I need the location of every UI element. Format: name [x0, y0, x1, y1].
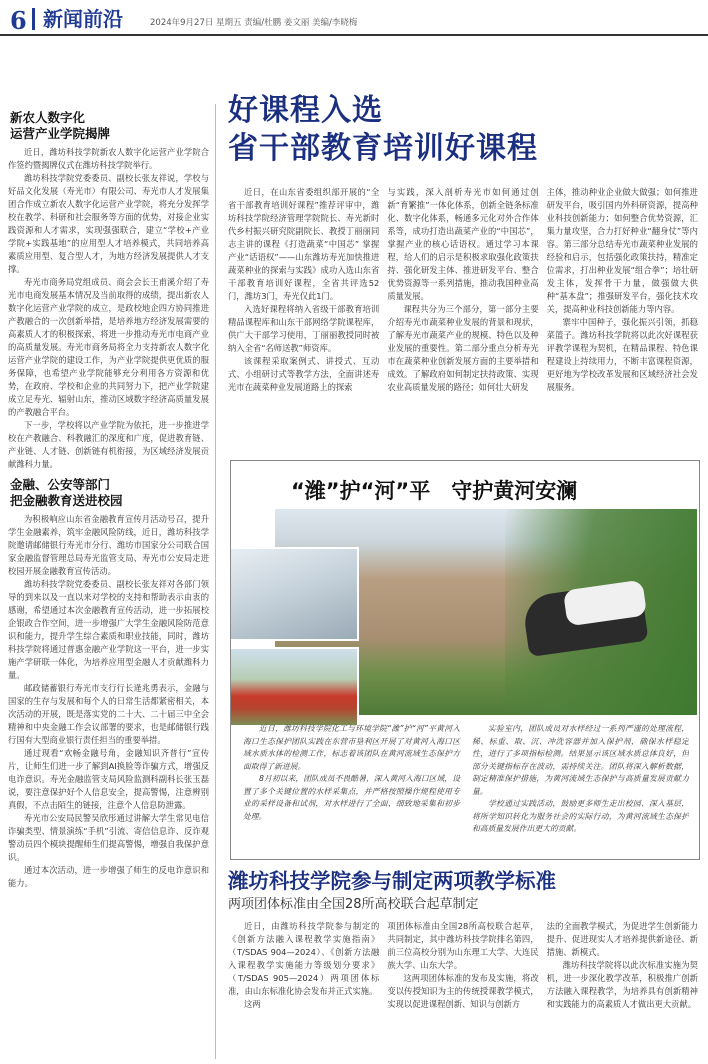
paragraph: 近日，在山东省委组织部开展的“全省干部教育培训好课程”推荐评审中，潍坊科技学院经济管理学院院长、寿光新时代乡村振兴研究院副院长、教授丁丽丽同志主讲的课程《打造蔬菜“中国芯” 掌握产业“话语权”——山东潍坊寿光加快推进蔬菜种业的探索与实践》成功入选山东省干部教育培训好课程，全省共评选52门，潍坊3门，寿光仅此1门。 — [228, 187, 380, 301]
lab-photo — [230, 547, 359, 641]
paragraph: 通过现看“欢畅金融号角，金融知识齐普行”宣传片，让师生们进一步了解到AI换脸等诈骗方式，增强反电诈意识。寿光金融监管支局风险监测科副科长张玉磊说，要注意保护好个人信息安全，提高警惕，注意辨别真假，不点击陌生的链接，注意个人信息防泄露。 — [8, 748, 209, 810]
bottom-story-column — [387, 920, 538, 1060]
paragraph: 为积极响应山东省金融教育宣传月活动号召，提升学生金融素养，筑牢金融风险防线，近日，潍坊科技学院邀请邮储银行寿光市分行、潍坊市国家分公司联合国家金融监督管理总局寿光监管支局、寿光市公安局走进校园开展金融教育宣传活动。 — [8, 514, 209, 576]
paragraph: 通过本次活动，进一步增强了师生的反电诈意识和能力。 — [8, 865, 209, 888]
paragraph: 下一步，学校将以产业学院为依托，进一步推进学校在产教融合、科教融汇的深度和广度，促进教育链、产业链、人才链、创新链有机衔接，为区域经济发展贡献潍科力量。 — [8, 420, 209, 469]
paragraph: 法的全面教学模式，为促进学生创新能力提升、促进现实人才培养提供新途径、新措施、新模式。 — [546, 921, 698, 957]
paragraph: 实验室内，团队成员对水样经过一系列严谨的处理流程，稀、标重、取、沉、冲洗容器并加入保护剂，确保水样稳定性，进行了多项指标检测。结果显示该区域水质总体良好，但部分关键指标存在波动，需持续关注。团队将深入解析数据，制定精准保护措施，为黄河流域生态保护与高质量发展贡献力量。 — [472, 724, 689, 796]
sidebar-article-body — [8, 146, 209, 471]
paragraph: 潍坊科技学院党委委员、副校长张友祥对各部门领导的到来以及一直以来对学校的支持和帮助表示由衷的感谢，希望通过本次金融教育宣传活动，进一步拓展校企银政合作空间，进一步增强广大学生金融风险防范意识和能力，提升学生综合素质和职业技能，同时，潍坊科技学院将通过普惠金融产业学院这一平台，进一步实施产学研联一体化，为培养应用型金融人才贡献潍科力量。 — [8, 579, 209, 680]
paragraph: 近日，潍坊科技学院新农人数字化运营产业学院合作签约暨揭牌仪式在潍坊科技学院举行。 — [8, 147, 209, 170]
paragraph: 近日，由潍坊科技学院参与制定的《创新方法融入课程教学实施指南》（T/SDAS 904—2024）、《创新方法融入课程教学实施能力等级划分要求》（T/SDAS 905—2024）两项团体标准，由山东标准化协会发布并正式实施。 — [228, 921, 380, 996]
paragraph: 课程共分为三个部分，第一部分主要介绍寿光市蔬菜种业发展的背景和现状，了解寿光市蔬菜产业的规模、特色以及种业发展的重要性。第二部分重点分析寿光市在蔬菜种业创新发展方面的主要举措和成效。了解政府如何制定扶持政策、实现农业高质量发展的路径；如何壮大研发 — [387, 304, 539, 392]
paragraph: 该课程采取案例式、讲授式、互动式、小组研讨式等教学方法，全面讲述寿光市在蔬菜种业发展道路上的探索 — [228, 356, 380, 392]
bottom-story-body — [228, 920, 698, 1060]
main-story-column — [228, 186, 379, 454]
paragraph: 入选好课程将纳入省级干部教育培训精品课程库和山东干部网络学院课程库，供广大干部学习使用，丁丽丽教授同时被纳入全省“名师送教”师资库。 — [228, 304, 380, 353]
sidebar-article-title: 新农人数字化 运营产业学院揭牌 — [10, 110, 111, 141]
paragraph: 主体，推动种业企业做大做强；如何推进研发平台，吸引国内外科研资源，提高种业科技创新能力；如何整合优势资源，汇集力量攻坚，合力打好种业“翻身仗”等内容。第三部分总结寿光市蔬菜种业发展的经验和启示，包括强化政策扶持，精准定位需求，打出种业发展“组合拳”；培壮研发主体，发挥骨干力量，做强做大供种“基本盘”；推强研发平台，强化技术攻关，提高种业科技创新能力等内容。 — [546, 187, 698, 314]
bottom-story-column — [228, 920, 379, 1060]
feature-headline: “潍”护“河”平 守护黄河安澜 — [291, 479, 578, 503]
paragraph: 潍坊科技学院党委委员、副校长张友祥说，学校与好品文化发展（寿光市）有限公司、寿光市人才发展集团合作成立新农人数字化运营产业学院，将充分发挥学校在教学、科研和社会服务等方面的优势，对接企业实践资源和人才需求，实现强强联合，建立“学校+产业学院+实践基地”的应用型人才培养模式，共同培养高素质应用型、复合型人才，为地方经济发展提供人才支撑。 — [8, 173, 209, 274]
paragraph: 寨牢中国种子，强化振兴引领，抓稳菜篮子。潍坊科技学院将以此次好课程获评教学课程为契机，在精品课程、特色课程建设上持续用力，不断丰富课程资源，更好地为学校改革发展和区域经济社会发展服务。 — [546, 317, 698, 392]
section-name: 新闻前沿 — [32, 8, 123, 30]
sidebar-column — [8, 104, 216, 1059]
paragraph: 邮政储蓄银行寿光市支行行长逄兆勇表示，金融与国家的生存与发展和每个人的日常生活都紧密相关，本次活动的开展，既是落实党的二十大、二十届三中全会精神和中央金融工作会议部署的要求，也是邮储银行践行国有大型商业银行责任担当的重要举措。 — [8, 683, 209, 745]
paragraph: 与实践，深入剖析寿光市如何通过创新“育繁推”一体化体系，创新全链条标准化、数字化体系，畅通多元化对外合作体系等，成功打造出蔬菜产业的“中国芯”，掌握产业的核心话语权。通过学习本课程，给人们的启示是积极求取强化政策扶持、强化研发主体、推进研发平台、整合优势资源等一系列措施，推动我国种业高质量发展。 — [387, 187, 539, 301]
main-headline: 好课程入选 省干部教育培训好课程 — [228, 93, 538, 166]
paragraph: 寿光市商务局党组成员、商会会长王甫溪介绍了寿光市电商发展基本情况及当前取得的成绩，提出新农人数字化运营产业学院的成立，是政校地企四方协同推进产教融合的一次创新举措，是培养地方经济发展需要的高素质人才的积极探索，将进一步推动寿光市电商产业的高质量发展。寿光市商务局将全力支持新农人数字化运营产业学院的建设工作，为产业学院提供更优质的服务保障，也希望产业学院能够充分利用各方资源和优势，在政府、学校和企业的共同努力下，把产业学院建成立足寿光、辐射山东，推动区域数字经济高质量发展的产教融合平台。 — [8, 277, 209, 417]
bottom-story-column — [547, 920, 698, 1060]
bottom-headline: 潍坊科技学院参与制定两项教学标准 — [228, 869, 556, 893]
page-masthead — [0, 0, 708, 36]
paragraph: 潍坊科技学院将以此次标准实施为契机，进一步深化教学改革，积极推广创新方法融入课程教学，为培养具有创新精神和实践能力的高素质人才做出更大贡献。 — [546, 960, 698, 1009]
sidebar-article-1 — [8, 110, 209, 471]
main-story-column — [387, 186, 538, 454]
paragraph: 8月初以来，团队成员不畏酷暑，深入黄河入海口区域，设置了多个关键位置的水样采集点，并严格按照操作规程使用专业的采样设备和试剂，对水样进行了全面、细致地采集和初步处理。 — [243, 774, 460, 821]
sidebar-article-title: 金融、公安等部门 把金融教育送进校园 — [10, 477, 123, 508]
feature-story — [230, 460, 700, 860]
main-story-column — [547, 186, 698, 454]
bottom-subhead: 两项团体标准由全国28所高校联合起草制定 — [228, 897, 479, 912]
sidebar-article-2 — [8, 477, 209, 890]
issue-info: 2024年9月27日 星期五 责编/杜鹏 姜文丽 美编/李晓梅 — [150, 18, 358, 28]
main-story-body — [228, 186, 698, 454]
page-number: 6 — [10, 6, 27, 35]
feature-caption — [243, 723, 689, 857]
paragraph: 寿光市公安局民警吴欣彤通过讲解大学生常见电信诈骗类型、情景演练“手机”引流、寄信信息诈、反诈观警动员四个模块提醒师生们提高警惕，增强自我保护意识。 — [8, 813, 209, 862]
team-banner-photo — [230, 647, 359, 727]
paragraph: 项团体标准由全国28所高校联合起草，共同制定，其中潍坊科技学院排名第四，前三位高校分别为山东理工大学、大连民族大学、山东大学。 — [387, 921, 539, 970]
paragraph: 学校通过实践活动，鼓励更多师生走出校园、深入基层，将所学知识转化为服务社会的实际行动，为黄河流域生态保护和高质量发展作出更大的贡献。 — [472, 799, 689, 833]
paragraph: 这两项团体标准的发布及实施，将改变以传授知识为主的传统授课教学模式，实现以促进课程创新、知识与创新方 — [387, 973, 539, 1009]
paragraph: 这两 — [244, 999, 261, 1009]
sidebar-article-body — [8, 513, 209, 890]
paragraph: 近日，潍坊科技学院化工与环境学院“潍”护“河”平黄河入海口生态保护团队实践在东营市垦利区开展了对黄河入海口区域水质水体的检测工作，标志着该团队在黄河流域生态保护方面取得了新进展。 — [243, 724, 460, 771]
